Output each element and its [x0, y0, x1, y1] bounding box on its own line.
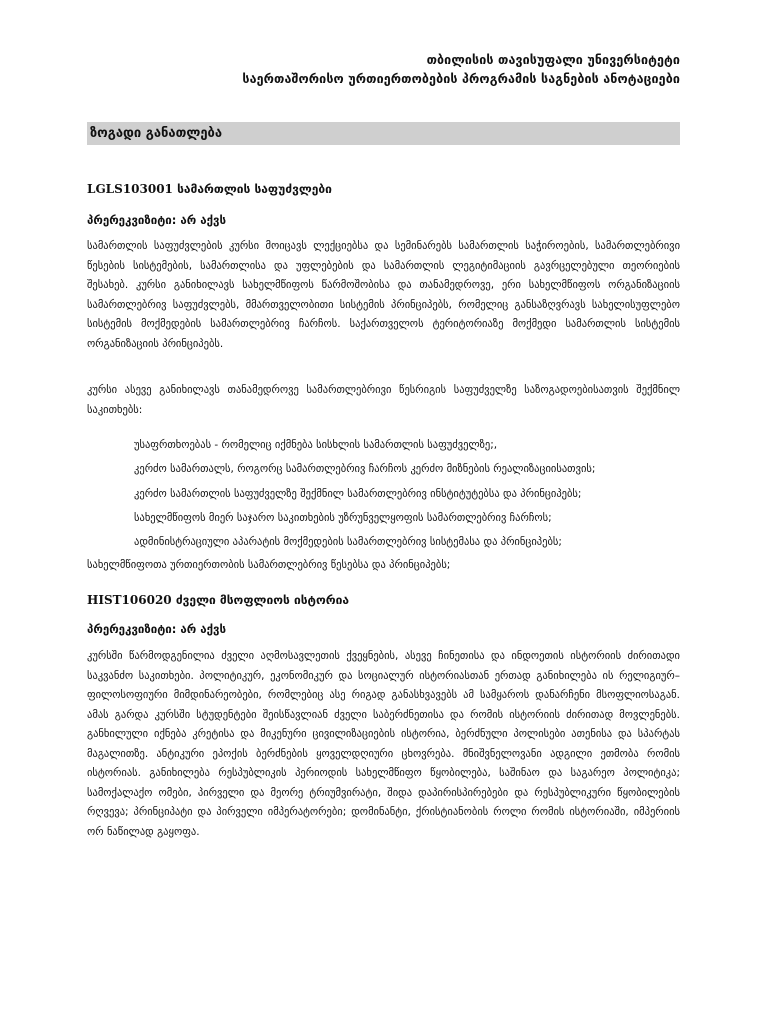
- course-title: [87, 593, 349, 607]
- course-description-extra: კურსი ასევე განიხილავს თანამედროვე სამართლებრივი წესრიგის საფუძველზე საზოგადოებისათვის შექმნილ საკითხებს:: [87, 384, 680, 416]
- course-prerequisite: პრერეკვიზიტი: არ აქვს: [87, 213, 227, 227]
- course-code: LGLS103001: [87, 182, 173, 196]
- course-description: სამართლის საფუძვლების კურსი მოიცავს ლექციებსა და სემინარებს სამართლის საჭიროების, სამართლებრივი წესების სისტემების, სამართლისა და უფლებების და სამართლის ლეგიტიმაციის გავრცელებული თეორიების შესახებ. კურსი განიხილავს სახელმწიფოს წარმოშობისა და თანამედროვე, ერი სახელმწიფოს ორგანიზაციის სამართლებრივ საფუძვლებს, მმართველობითი სისტემის პრინციპებს, რომელიც განსაზღვრავს სახელისუფლებო სისტემის მოქმედების სამართლებრივ ჩარჩოს. საქართველოს ტერიტორიაზე მოქმედი სამართლის სისტემის ორგანიზაციის პრინციპებს.: [87, 240, 680, 350]
- document-title: საერთაშორისო ურთიერთობების პროგრამის საგნების ანოტაციები: [242, 71, 680, 86]
- course-title: [87, 182, 332, 196]
- list-item: კერძო სამართლის საფუძველზე შექმნილ სამართლებრივ ინსტიტუტებსა და პრინციპებს;: [134, 488, 582, 500]
- course-description: კურსში წარმოდგენილია ძველი აღმოსავლეთის ქვეყნების, ასევე ჩინეთისა და ინდოეთის ისტორიის ძირითადი საკვანძო საკითხები. პოლიტიკურ, ეკონომიკურ და სოციალურ ისტორიასთან ერთად განიხილება ის რელიგიურ–ფილოსოფიური მიმდინარეობები, რომლებიც ასე რიგად განასხვავებს ამ სამყაროს დანარჩენი მსოფლიოსაგან. ამას გარდა კურსში სტუდენტები შეისწავლიან ძველი საბერძნეთისა და რომის ისტორიის ძირითად მოვლენებს. განხილული იქნება კრეტისა და მიკენური ცივილიზაციების ისტორია, ბერძნული პოლისები ათენისა და სპარტას მაგალითზე. ანტიკური ეპოქის ბერძნების ყოველდღიური ცხოვრება. მნიშვნელოვანი ადგილი ეთმობა რომის ისტორიას. განიხილება რესპუბლიკის პერიოდის სახელმწიფო წყობილება, საშინაო და საგარეო პოლიტიკა; სამოქალაქო ომები, პირველი და მეორე ტრიუმვირატი, შიდა დაპირისპირებები და რესპუბლიკური წყობილების რღვევა; პრინციპატი და პირველი იმპერატორები; დომინანტი, ქრისტიანობის როლი რომის ისტორიაში, იმპერიის ორ ნაწილად გაყოფა.: [87, 650, 680, 838]
- course-prerequisite: პრერეკვიზიტი: არ აქვს: [87, 622, 227, 636]
- list-item: კერძო სამართალს, როგორც სამართლებრივ ჩარჩოს კერძო მიზნების რეალიზაციისათვის;: [134, 463, 596, 475]
- course-name: ძველი მსოფლიოს ისტორია: [171, 593, 350, 607]
- course-code: HIST106020: [87, 593, 172, 607]
- university-name: თბილისის თავისუფალი უნივერსიტეტი: [426, 52, 680, 67]
- list-item: ადმინისტრაციული აპარატის მოქმედების სამართლებრივ სისტემასა და პრინციპებს;: [134, 536, 562, 548]
- list-item: სახელმწიფოს მიერ საჯარო საკითხების უზრუნველყოფის სამართლებრივ ჩარჩოს;: [134, 512, 552, 524]
- section-heading: ზოგადი განათლება: [87, 122, 680, 145]
- course-description-tail: სახელმწიფოთა ურთიერთობის სამართლებრივ წესებსა და პრინციპებს;: [87, 559, 451, 571]
- course-name: სამართლის საფუძვლები: [172, 182, 332, 196]
- list-item: უსაფრთხოებას - რომელიც იქმნება სისხლის სამართლის საფუძველზე;,: [134, 439, 498, 451]
